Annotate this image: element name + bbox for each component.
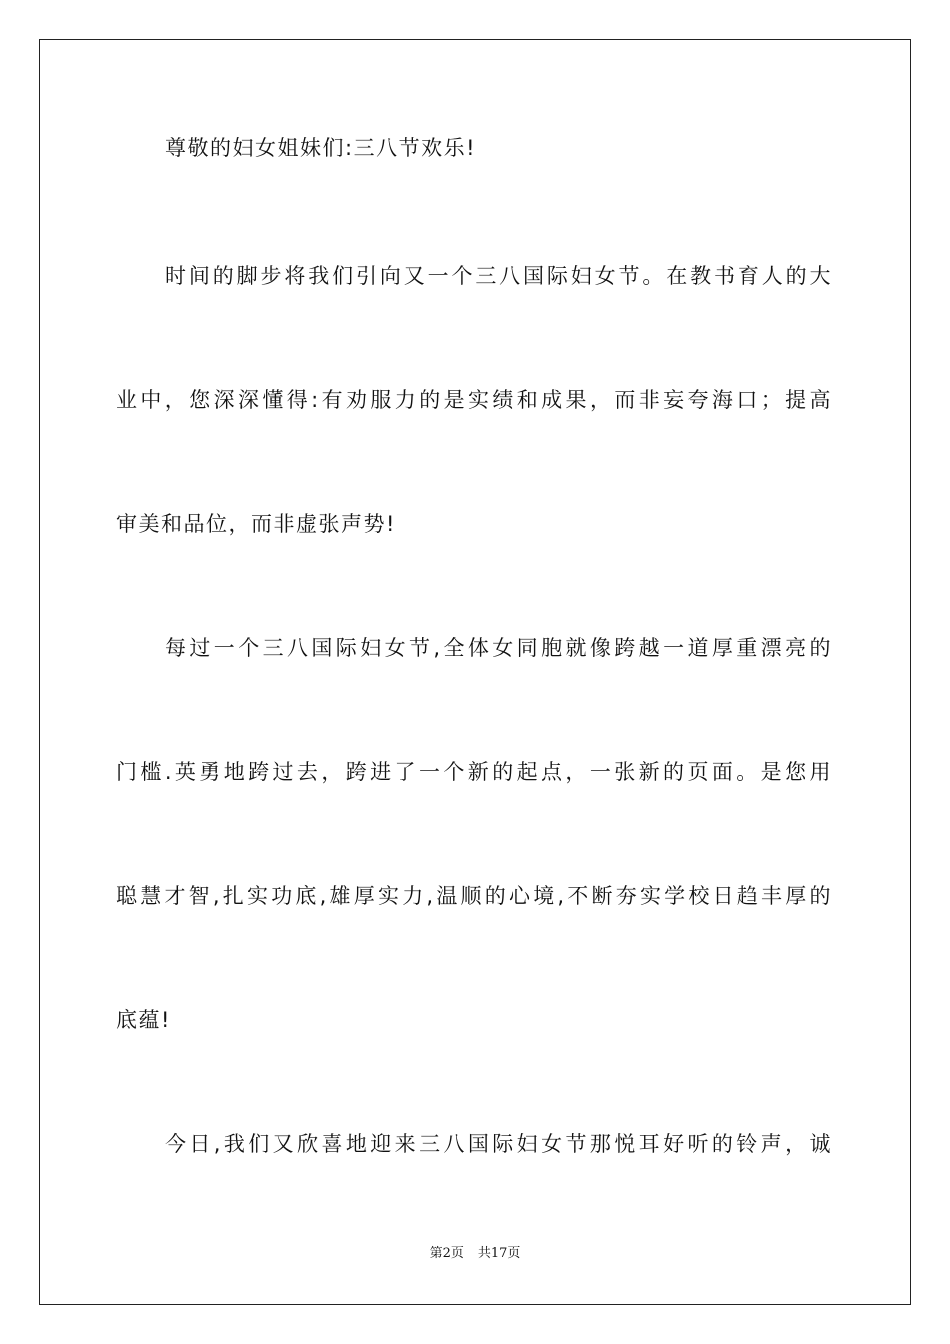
paragraph-2-line-2: 门槛.英勇地跨过去，跨进了一个新的起点，一张新的页面。是您用 <box>116 760 832 784</box>
paragraph-3-line-1: 今日,我们又欣喜地迎来三八国际妇女节那悦耳好听的铃声，诚 <box>165 1132 832 1156</box>
page-footer <box>0 1245 950 1263</box>
paragraph-2-line-4: 底蕴! <box>116 1008 171 1032</box>
paragraph-1-line-3: 审美和品位，而非虚张声势! <box>116 512 396 536</box>
paragraph-1-line-1: 时间的脚步将我们引向又一个三八国际妇女节。在教书育人的大 <box>165 264 832 288</box>
paragraph-2-line-3: 聪慧才智,扎实功底,雄厚实力,温顺的心境,不断夯实学校日趋丰厚的 <box>116 884 832 908</box>
page-border <box>39 39 911 1305</box>
paragraph-2-line-1: 每过一个三八国际妇女节,全体女同胞就像跨越一道厚重漂亮的 <box>165 636 832 660</box>
paragraph-1-line-2: 业中，您深深懂得:有劝服力的是实绩和成果，而非妄夸海口；提高 <box>116 388 832 412</box>
page-number: 第2页 <box>429 1246 464 1261</box>
page-total: 共17页 <box>477 1246 521 1261</box>
greeting-line: 尊敬的妇女姐妹们:三八节欢乐! <box>165 136 476 160</box>
